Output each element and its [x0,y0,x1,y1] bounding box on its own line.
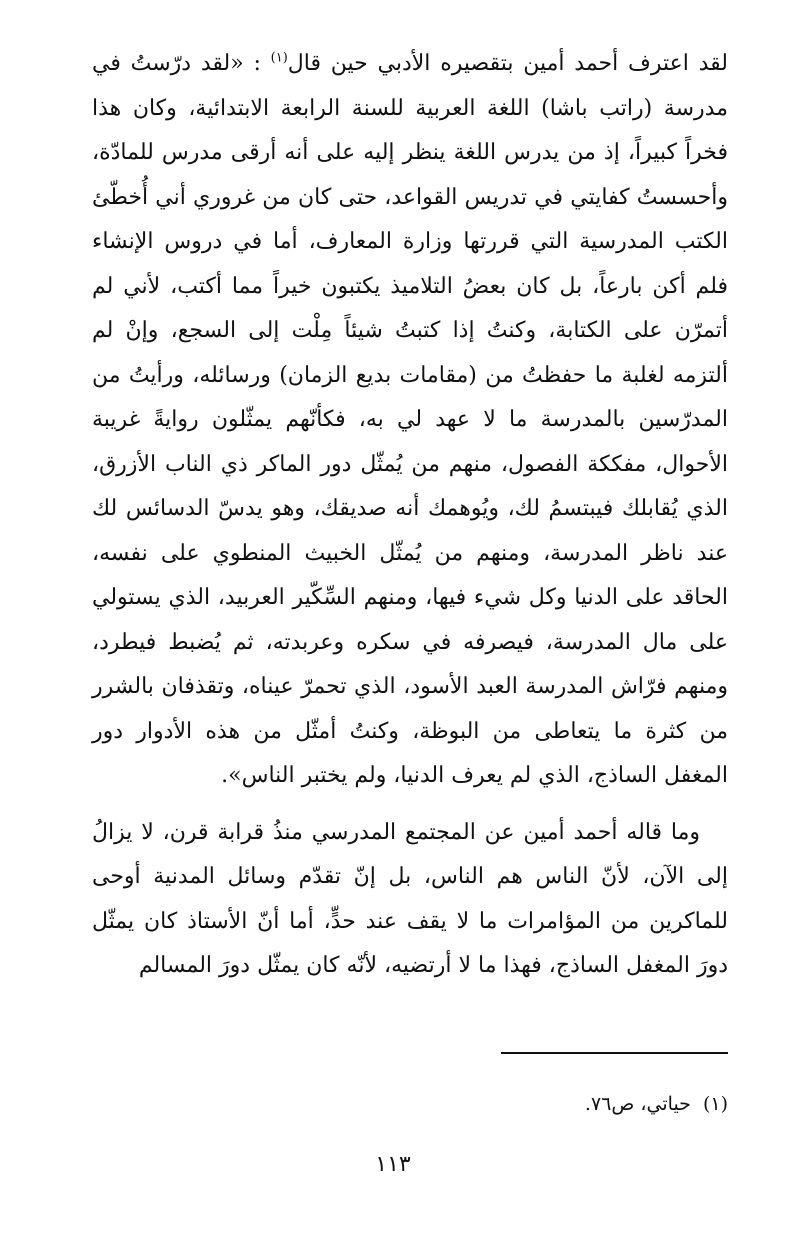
footnote-number: (١) [702,1093,728,1115]
footnote [92,1090,728,1118]
paragraph-2: وما قاله أحمد أمين عن المجتمع المدرسي منذُ قرابة قرن، لا يزالُ إلى الآن، لأنّ الناس هم الناس، بل إنّ تقدّم وسائل المدنية أوحى للماكرين من المؤامرات ما لا يقف عند حدٍّ، أما أنّ الأستاذ كان يمثّل دورَ المغفل الساذج، فهذا ما لا أرتضيه، لأنّه كان يمثّل دورَ المسالم [92,819,728,978]
footnote-reference: (١) [270,50,288,66]
page-number: ١١٣ [375,1152,411,1177]
paragraph-1 [92,42,728,799]
footnote-text: حياتي، ص٧٦. [584,1093,691,1115]
footnote-divider [501,1052,728,1054]
paragraph-1-quote: : «لقد درّستُ في مدرسة (راتب باشا) اللغة العربية للسنة الرابعة الابتدائية، وكان هذا فخراً كبيراً، إذ من يدرس اللغة ينظر إليه على أنه أرقى مدرس للمادّة، وأحسستُ كفايتي في تدريس القواعد، حتى كان من غروري أني أُخطّئ الكتب المدرسية التي قررتها وزارة المعارف، أما في دروس الإنشاء فلم أكن بارعاً، بل كان بعضُ التلاميذ يكتبون خيراً مما أكتب، لأني لم أتمرّن على الكتابة، وكنتُ إذا كتبتُ شيئاً مِلْت إلى السجع، وإنْ لم ألتزمه لغلبة ما حفظتُ من (مقامات بديع الزمان) ورسائله، ورأيتُ من المدرّسين بالمدرسة ما لا عهد لي به، فكأنّهم يمثّلون روايةً غريبة الأحوال، مفككة الفصول، منهم من يُمثّل دور الماكر ذي الناب الأزرق، الذي يُقابلك فيبتسمُ لك، ويُوهمك أنه صديقك، وهو يدسّ الدسائس لك عند ناظر المدرسة، ومنهم من يُمثّل الخبيث المنطوي على نفسه، الحاقد على الدنيا وكل شيء فيها، ومنهم السِّكّير العربيد، الذي يستولي على مال المدرسة، فيصرفه في سكره وعربدته، ثم يُضبط فيطرد، ومنهم فرّاش المدرسة العبد الأسود، الذي تحمرّ عيناه، وتقذفان بالشرر من كثرة ما يتعاطى من البوظة، وكنتُ أمثّل من هذه الأدوار دور المغفل الساذج، الذي لم يعرف الدنيا، ولم يختبر الناس». [92,51,728,788]
body-text [92,42,728,989]
paragraph-1-intro: لقد اعترف أحمد أمين بتقصيره الأدبي حين قال [287,51,728,76]
